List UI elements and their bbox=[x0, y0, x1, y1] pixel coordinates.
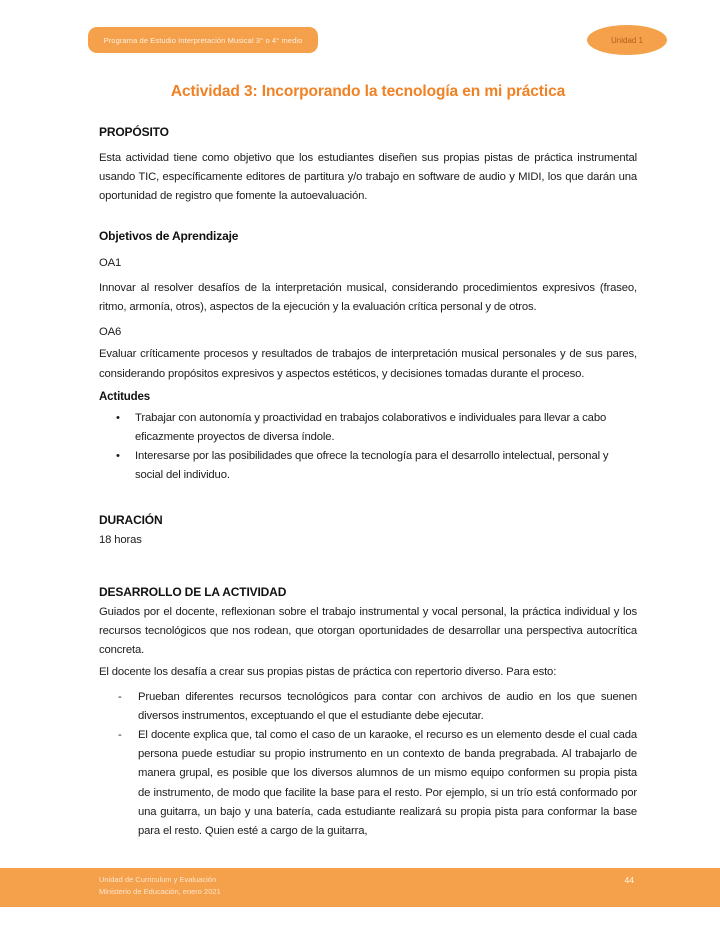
list-item: • Interesarse por las posibilidades que ofrece la tecnología para el desarrollo intelectual, personal y social del individuo. bbox=[99, 447, 637, 485]
proposito-paragraph: Esta actividad tiene como objetivo que los estudiantes diseñen sus propias pistas de práctica instrumental usando TIC, específicamente editores de partitura y/o trabajo en software de audio y MIDI, los que darán una oportunidad de registro que fomente la autoevaluación. bbox=[99, 152, 637, 203]
section-desarrollo bbox=[99, 584, 637, 841]
list-item: - Prueban diferentes recursos tecnológicos para contar con archivos de audio en los que suenen diversos instrumentos, exceptuando el que el estudiante debe ejecutar. bbox=[99, 688, 637, 726]
actitudes-list bbox=[99, 409, 637, 486]
desarrollo-intro-paragraph: Guiados por el docente, reflexionan sobre el trabajo instrumental y vocal personal, la práctica individual y los recursos tecnológicos que nos rodean, que otorgan oportunidades de desarrollar una perspectiva autocrítica concreta. bbox=[99, 605, 637, 657]
actitudes-heading: Actitudes bbox=[99, 390, 151, 403]
desarrollo-steps-list bbox=[99, 688, 637, 842]
duracion-value: 18 horas bbox=[99, 533, 142, 546]
list-item: - El docente explica que, tal como el caso de un karaoke, el recurso es un elemento desde el cual cada persona puede estudiar su propio instrumento en un contexto de banda pregrabada. Al trabajarlo de manera grupal, es posible que los diversos alumnos de un mismo equipo conformen su propia pista de instrumento, de modo que facilite la base para el resto. Por ejemplo, si un trío está conformado por una guitarra, un bajo y una batería, cada estudiante realizará su propia pista para conformar la base para el resto. Quien esté a cargo de la guitarra, bbox=[99, 726, 637, 841]
desarrollo-challenge-paragraph: El docente los desafía a crear sus propias pistas de práctica con repertorio diverso. Para esto: bbox=[99, 666, 557, 679]
program-badge: Programa de Estudio Interpretación Musical 3° o 4° medio bbox=[88, 27, 318, 53]
list-item: • Trabajar con autonomía y proactividad en trabajos colaborativos e individuales para llevar a cabo eficazmente proyectos de diversa índole. bbox=[99, 409, 637, 447]
activity-title: Actividad 3: Incorporando la tecnología en mi práctica bbox=[170, 83, 566, 100]
section-duracion bbox=[99, 512, 637, 550]
page-number: 44 bbox=[624, 875, 634, 885]
proposito-heading: PROPÓSITO bbox=[99, 125, 169, 139]
duracion-heading: DURACIÓN bbox=[99, 512, 163, 527]
unit-badge: Unidad 1 bbox=[587, 25, 667, 55]
page-footer bbox=[0, 868, 720, 907]
footer-line2: Ministerio de Educación, enero 2021 bbox=[99, 887, 221, 896]
oa6-label: OA6 bbox=[99, 326, 122, 339]
footer-line1: Unidad de Curriculum y Evaluación bbox=[99, 875, 217, 884]
desarrollo-heading: DESARROLLO DE LA ACTIVIDAD bbox=[99, 584, 287, 599]
section-objetivos bbox=[99, 228, 637, 486]
oa1-label: OA1 bbox=[99, 256, 122, 269]
oa6-paragraph: Evaluar críticamente procesos y resultados de trabajos de interpretación musical personales y de sus pares, considerando propósitos expresivos y aspectos estéticos, y decisiones tomadas durante el proceso. bbox=[99, 348, 637, 380]
oa1-paragraph: Innovar al resolver desafíos de la interpretación musical, considerando procedimientos expresivos (fraseo, ritmo, armonía, otros), aspectos de la ejecución y la evaluación crítica personal y de otros. bbox=[99, 281, 637, 314]
footer-credits bbox=[99, 874, 221, 898]
objetivos-heading: Objetivos de Aprendizaje bbox=[99, 228, 239, 243]
section-proposito bbox=[99, 124, 637, 207]
document-body bbox=[99, 124, 637, 841]
